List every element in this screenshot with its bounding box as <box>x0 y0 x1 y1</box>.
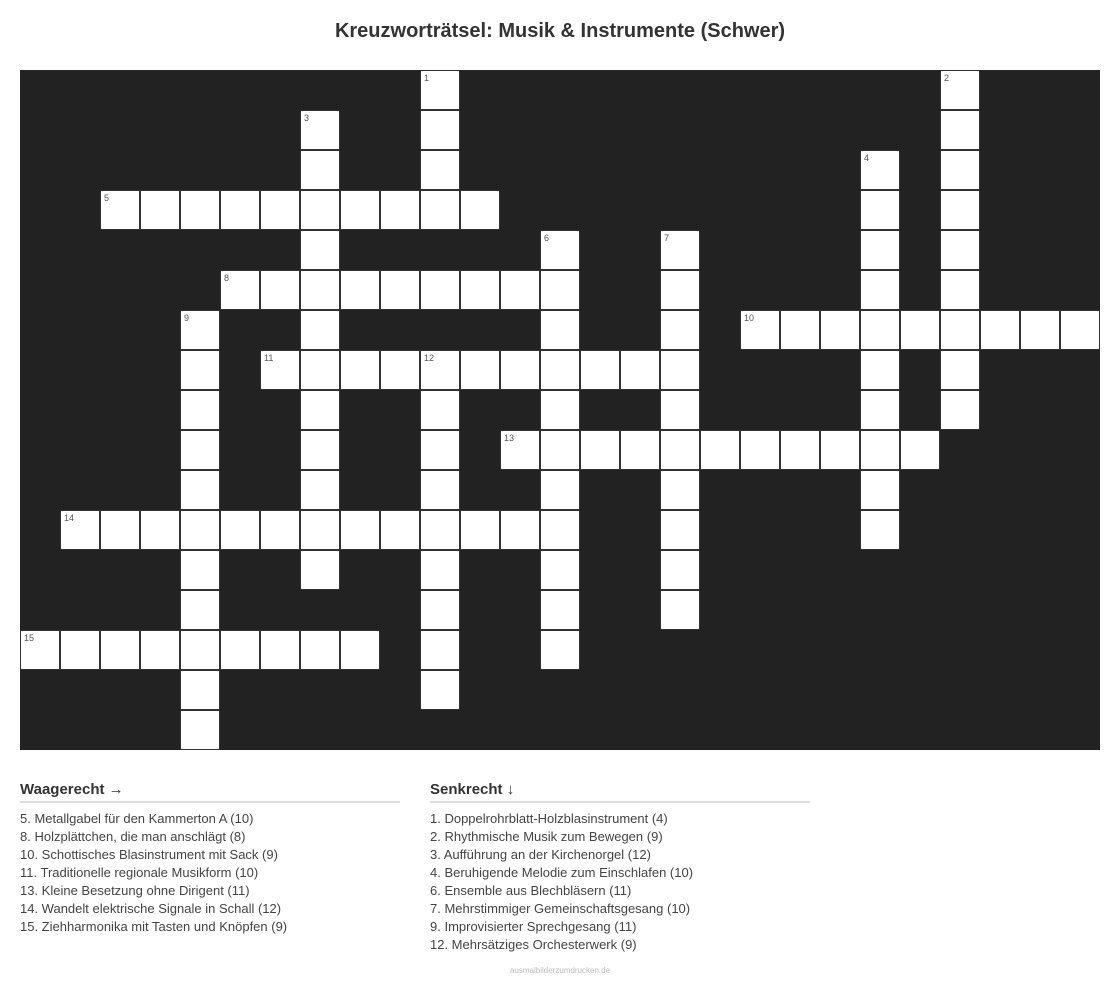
clue-number: 9 <box>184 313 190 323</box>
clue-number: 5 <box>104 193 110 203</box>
down-clue: 12. Mehrsätziges Orchesterwerk (9) <box>430 937 637 952</box>
crossword-cell[interactable] <box>860 230 900 270</box>
crossword-cell[interactable] <box>300 430 340 470</box>
crossword-cell[interactable] <box>340 350 380 390</box>
clue-number: 15 <box>24 633 35 643</box>
crossword-cell[interactable] <box>460 190 500 230</box>
crossword-cell[interactable] <box>20 630 60 670</box>
crossword-cell[interactable] <box>180 670 220 710</box>
crossword-cell[interactable] <box>540 270 580 310</box>
crossword-cell[interactable] <box>940 70 980 110</box>
across-clue: 8. Holzplättchen, die man anschlägt (8) <box>20 829 246 844</box>
crossword-cell[interactable] <box>540 230 580 270</box>
crossword-cell[interactable] <box>580 430 620 470</box>
crossword-cell[interactable] <box>660 430 700 470</box>
crossword-cell[interactable] <box>540 390 580 430</box>
crossword-cell[interactable] <box>420 70 460 110</box>
crossword-cell[interactable] <box>420 190 460 230</box>
down-clue: 1. Doppelrohrblatt-Holzblasinstrument (4) <box>430 811 668 826</box>
crossword-cell[interactable] <box>860 470 900 510</box>
crossword-cell[interactable] <box>340 630 380 670</box>
crossword-cell[interactable] <box>60 630 100 670</box>
crossword-cell[interactable] <box>420 270 460 310</box>
crossword-cell[interactable] <box>500 510 540 550</box>
crossword-cell[interactable] <box>860 150 900 190</box>
crossword-cell[interactable] <box>300 310 340 350</box>
crossword-cell[interactable] <box>540 310 580 350</box>
crossword-cell[interactable] <box>660 350 700 390</box>
across-clues-section <box>20 780 400 936</box>
crossword-cell[interactable] <box>540 550 580 590</box>
clue-number: 8 <box>224 273 230 283</box>
crossword-cell[interactable] <box>380 510 420 550</box>
crossword-cell[interactable] <box>180 550 220 590</box>
crossword-cell[interactable] <box>500 430 540 470</box>
crossword-cell[interactable] <box>180 430 220 470</box>
crossword-cell[interactable] <box>740 430 780 470</box>
crossword-cell[interactable] <box>420 390 460 430</box>
crossword-cell[interactable] <box>100 190 140 230</box>
crossword-cell[interactable] <box>300 150 340 190</box>
crossword-cell[interactable] <box>140 190 180 230</box>
crossword-cell[interactable] <box>460 510 500 550</box>
crossword-cell[interactable] <box>980 310 1020 350</box>
crossword-cell[interactable] <box>660 390 700 430</box>
crossword-cell[interactable] <box>420 110 460 150</box>
crossword-cell[interactable] <box>1020 310 1060 350</box>
clue-number: 13 <box>504 433 515 443</box>
clue-number: 6 <box>544 233 550 243</box>
crossword-cell[interactable] <box>180 630 220 670</box>
crossword-cell[interactable] <box>260 270 300 310</box>
crossword-cell[interactable] <box>100 510 140 550</box>
crossword-cell[interactable] <box>460 350 500 390</box>
crossword-cell[interactable] <box>180 310 220 350</box>
crossword-cell[interactable] <box>300 350 340 390</box>
crossword-cell[interactable] <box>420 590 460 630</box>
down-clue: 4. Beruhigende Melodie zum Einschlafen (10) <box>430 865 694 880</box>
clue-number: 11 <box>264 353 274 363</box>
crossword-cell[interactable] <box>460 270 500 310</box>
crossword-cell[interactable] <box>300 470 340 510</box>
crossword-cell[interactable] <box>380 350 420 390</box>
across-clue: 11. Traditionelle regionale Musikform (10) <box>20 865 259 880</box>
down-clue: 6. Ensemble aus Blechbläsern (11) <box>430 883 632 898</box>
crossword-cell[interactable] <box>260 630 300 670</box>
crossword-cell[interactable] <box>780 430 820 470</box>
crossword-cell[interactable] <box>140 630 180 670</box>
crossword-cell[interactable] <box>380 270 420 310</box>
crossword-cell[interactable] <box>340 510 380 550</box>
crossword-cell[interactable] <box>420 470 460 510</box>
crossword-cell[interactable] <box>180 390 220 430</box>
crossword-cells <box>20 70 1100 750</box>
crossword-cell[interactable] <box>780 310 820 350</box>
down-clue: 9. Improvisierter Sprechgesang (11) <box>430 919 637 934</box>
crossword-cell[interactable] <box>140 510 180 550</box>
crossword-grid <box>20 70 1100 750</box>
crossword-cell[interactable] <box>580 350 620 390</box>
down-clue-list <box>430 810 810 954</box>
across-clue: 10. Schottisches Blasinstrument mit Sack (9) <box>20 847 278 862</box>
crossword-cell[interactable] <box>660 550 700 590</box>
crossword-cell[interactable] <box>940 190 980 230</box>
clue-number: 10 <box>744 313 755 323</box>
clue-number: 14 <box>64 513 75 523</box>
crossword-cell[interactable] <box>660 590 700 630</box>
crossword-cell[interactable] <box>540 350 580 390</box>
clue-number: 2 <box>944 73 950 83</box>
crossword-cell[interactable] <box>420 670 460 710</box>
crossword-cell[interactable] <box>860 270 900 310</box>
clue-number: 12 <box>424 353 435 363</box>
crossword-cell[interactable] <box>180 470 220 510</box>
crossword-cell[interactable] <box>500 270 540 310</box>
crossword-cell[interactable] <box>260 350 300 390</box>
crossword-cell[interactable] <box>420 350 460 390</box>
crossword-cell[interactable] <box>740 310 780 350</box>
down-heading: Senkrecht ↓ <box>430 780 810 803</box>
crossword-cell[interactable] <box>500 350 540 390</box>
footer-credit: ausmalbilderzumdrucken.de <box>509 966 611 975</box>
across-heading: Waagerecht → <box>20 780 400 803</box>
crossword-cell[interactable] <box>260 190 300 230</box>
across-clue: 14. Wandelt elektrische Signale in Schall (12) <box>20 901 282 916</box>
crossword-cell[interactable] <box>860 390 900 430</box>
clue-number: 3 <box>304 113 310 123</box>
crossword-cell[interactable] <box>540 430 580 470</box>
crossword-cell[interactable] <box>380 190 420 230</box>
crossword-cell[interactable] <box>300 550 340 590</box>
across-clue: 15. Ziehharmonika mit Tasten und Knöpfen (9) <box>20 919 288 934</box>
crossword-cell[interactable] <box>300 390 340 430</box>
crossword-cell[interactable] <box>300 230 340 270</box>
crossword-cell[interactable] <box>180 190 220 230</box>
crossword-cell[interactable] <box>100 630 140 670</box>
crossword-cell[interactable] <box>940 230 980 270</box>
clue-number: 7 <box>664 233 670 243</box>
crossword-cell[interactable] <box>300 110 340 150</box>
crossword-cell[interactable] <box>860 430 900 470</box>
crossword-cell[interactable] <box>940 310 980 350</box>
crossword-cell[interactable] <box>300 190 340 230</box>
crossword-cell[interactable] <box>300 510 340 550</box>
crossword-cell[interactable] <box>420 150 460 190</box>
crossword-cell[interactable] <box>940 150 980 190</box>
crossword-cell[interactable] <box>420 430 460 470</box>
crossword-cell[interactable] <box>540 470 580 510</box>
crossword-cell[interactable] <box>660 230 700 270</box>
across-clue: 13. Kleine Besetzung ohne Dirigent (11) <box>20 883 250 898</box>
crossword-cell[interactable] <box>540 590 580 630</box>
crossword-cell[interactable] <box>1060 310 1100 350</box>
across-clue: 5. Metallgabel für den Kammerton A (10) <box>20 811 254 826</box>
crossword-cell[interactable] <box>860 310 900 350</box>
crossword-cell[interactable] <box>180 510 220 550</box>
down-clue: 2. Rhythmische Musik zum Bewegen (9) <box>430 829 663 844</box>
crossword-cell[interactable] <box>220 270 260 310</box>
down-clues-section <box>430 780 810 954</box>
crossword-cell[interactable] <box>300 270 340 310</box>
crossword-cell[interactable] <box>620 430 660 470</box>
crossword-cell[interactable] <box>420 630 460 670</box>
crossword-cell[interactable] <box>180 710 220 750</box>
crossword-cell[interactable] <box>260 510 300 550</box>
crossword-cell[interactable] <box>940 350 980 390</box>
crossword-cell[interactable] <box>60 510 100 550</box>
crossword-cell[interactable] <box>660 510 700 550</box>
crossword-cell[interactable] <box>420 550 460 590</box>
down-clue: 3. Aufführung an der Kirchenorgel (12) <box>430 847 651 862</box>
crossword-cell[interactable] <box>300 630 340 670</box>
crossword-cell[interactable] <box>860 190 900 230</box>
crossword-cell[interactable] <box>180 590 220 630</box>
crossword-cell[interactable] <box>180 350 220 390</box>
crossword-cell[interactable] <box>700 430 740 470</box>
crossword-cell[interactable] <box>620 350 660 390</box>
crossword-cell[interactable] <box>220 510 260 550</box>
crossword-cell[interactable] <box>940 390 980 430</box>
crossword-cell[interactable] <box>820 430 860 470</box>
crossword-cell[interactable] <box>820 310 860 350</box>
crossword-cell[interactable] <box>340 270 380 310</box>
crossword-cell[interactable] <box>900 430 940 470</box>
crossword-cell[interactable] <box>660 270 700 310</box>
crossword-cell[interactable] <box>860 510 900 550</box>
crossword-cell[interactable] <box>860 350 900 390</box>
across-clue-list <box>20 810 400 936</box>
crossword-cell[interactable] <box>660 310 700 350</box>
clue-number: 4 <box>864 153 870 163</box>
crossword-cell[interactable] <box>940 110 980 150</box>
clue-number: 1 <box>424 73 430 83</box>
crossword-cell[interactable] <box>540 630 580 670</box>
crossword-cell[interactable] <box>220 630 260 670</box>
crossword-cell[interactable] <box>540 510 580 550</box>
crossword-cell[interactable] <box>420 510 460 550</box>
crossword-cell[interactable] <box>660 470 700 510</box>
down-clue: 7. Mehrstimmiger Gemeinschaftsgesang (10) <box>430 901 691 916</box>
crossword-cell[interactable] <box>220 190 260 230</box>
crossword-cell[interactable] <box>900 310 940 350</box>
page-title: Kreuzworträtsel: Musik & Instrumente (Schwer) <box>334 20 786 42</box>
crossword-cell[interactable] <box>940 270 980 310</box>
crossword-cell[interactable] <box>340 190 380 230</box>
